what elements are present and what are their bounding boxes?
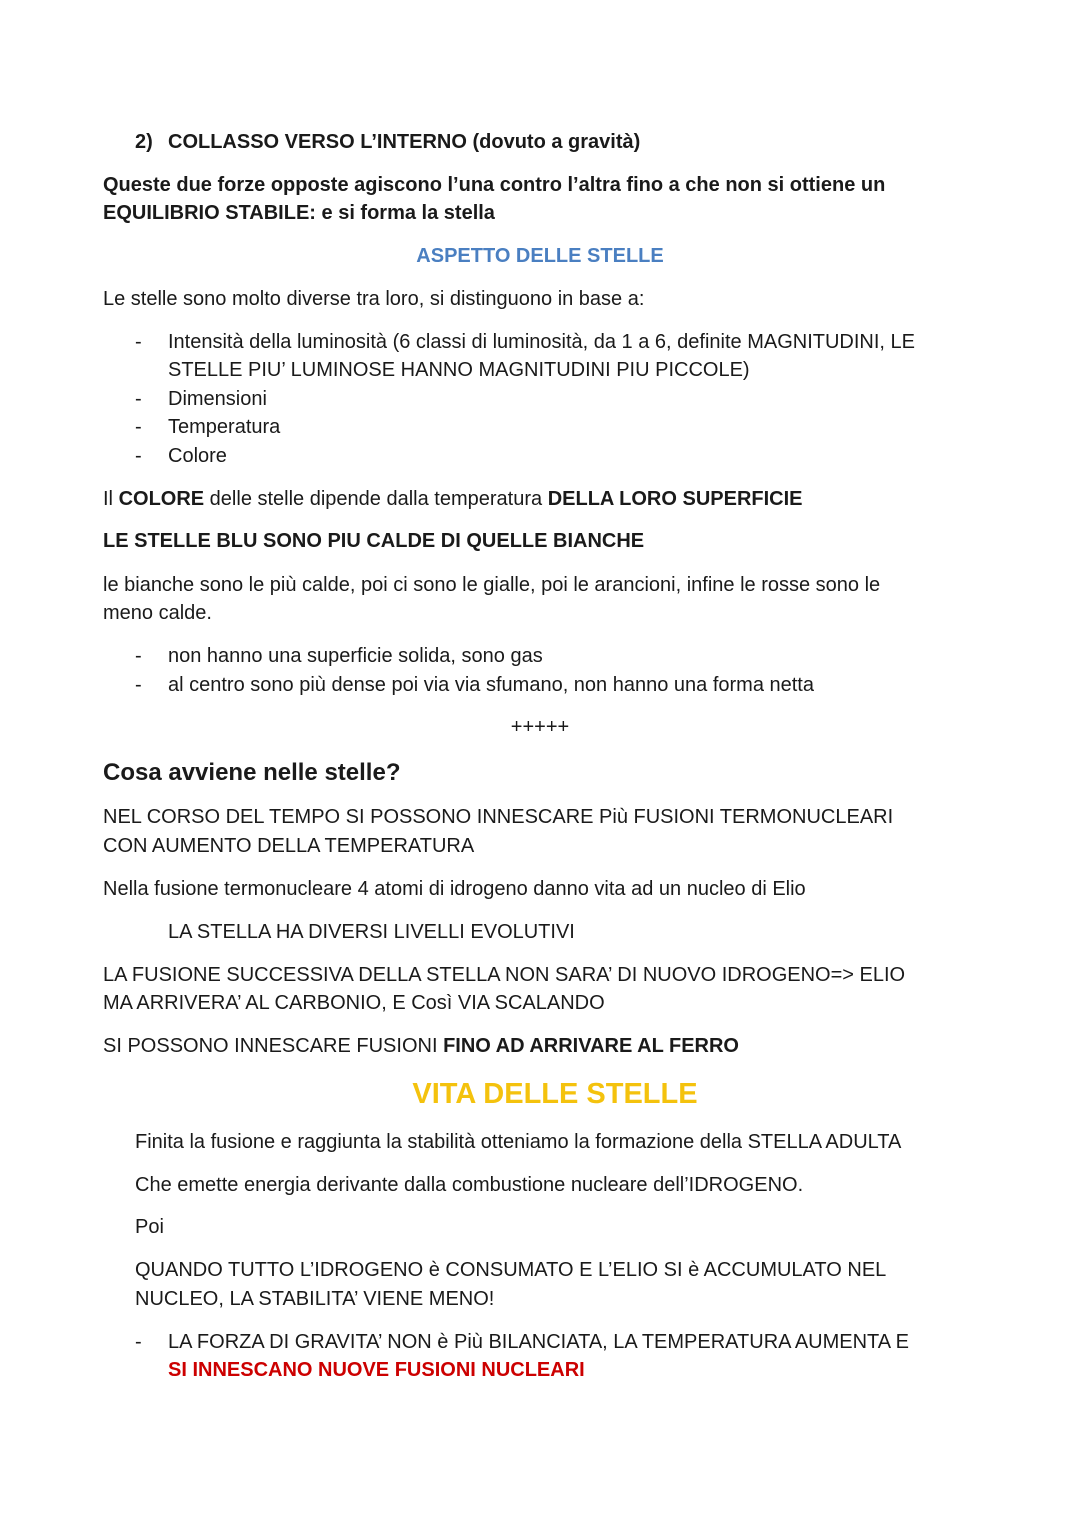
bullet-temperatura: Temperatura (168, 416, 281, 438)
avviene-heading: Cosa avviene nelle stelle? (103, 759, 401, 786)
avviene-p3: LA STELLA HA DIVERSI LIVELLI EVOLUTIVI (168, 921, 575, 943)
colore-text-c: delle stelle dipende dalla temperatura (204, 488, 548, 510)
bullet-colore: Colore (168, 445, 227, 467)
vita-p4-line-1: QUANDO TUTTO L’IDROGENO è CONSUMATO E L’ELIO SI è ACCUMULATO NEL (135, 1259, 887, 1281)
collasso-title: COLLASSO VERSO L’INTERNO (dovuto a gravità) (168, 131, 641, 153)
aspetto-intro: Le stelle sono molto diverse tra loro, si distinguono in base a: (103, 288, 645, 310)
bianche-line-1: le bianche sono le più calde, poi ci sono le gialle, poi le arancioni, infine le rosse sono le (103, 574, 881, 596)
avviene-p4-line-1: LA FUSIONE SUCCESSIVA DELLA STELLA NON SARA’ DI NUOVO IDROGENO=> ELIO (103, 964, 906, 986)
forze-line-1: Queste due forze opposte agiscono l’una contro l’altra fino a che non si ottiene un (103, 174, 886, 196)
stelle-blu-line: LE STELLE BLU SONO PIU CALDE DI QUELLE BIANCHE (103, 530, 645, 552)
vita-p1: Finita la fusione e raggiunta la stabilità otteniamo la formazione della STELLA ADULTA (135, 1131, 902, 1153)
bullet-dash: - (135, 388, 142, 410)
vita-heading: VITA DELLE STELLE (412, 1078, 698, 1110)
colore-paragraph (103, 485, 803, 514)
bullet-dash: - (135, 416, 142, 438)
forze-line-2: EQUILIBRIO STABILE: e si forma la stella (103, 202, 495, 224)
avviene-p4-line-2: MA ARRIVERA’ AL CARBONIO, E Così VIA SCALANDO (103, 992, 605, 1014)
bullet-dash: - (135, 331, 142, 353)
avviene-p1-line-1: NEL CORSO DEL TEMPO SI POSSONO INNESCARE Più FUSIONI TERMONUCLEARI (103, 806, 894, 828)
bullet-luminosita-line-1: Intensità della luminosità (6 classi di luminosità, da 1 a 6, definite MAGNITUDINI, LE (168, 331, 915, 353)
aspetto-heading: ASPETTO DELLE STELLE (416, 245, 664, 267)
colore-text-b: COLORE (118, 488, 205, 510)
avviene-p5 (103, 1032, 739, 1061)
bianche-line-2: meno calde. (103, 602, 212, 624)
bullet-dash: - (135, 445, 142, 467)
avviene-p5-text-b: FINO AD ARRIVARE AL FERRO (443, 1035, 739, 1057)
avviene-p1-line-2: CON AUMENTO DELLA TEMPERATURA (103, 835, 475, 857)
colore-text-d: DELLA LORO SUPERFICIE (547, 488, 803, 510)
bullet-dash: - (135, 1331, 142, 1353)
separator: +++++ (510, 716, 570, 738)
bullet-dash: - (135, 674, 142, 696)
vita-bullet-line-2: SI INNESCANO NUOVE FUSIONI NUCLEARI (168, 1359, 585, 1381)
bullet-luminosita-line-2: STELLE PIU’ LUMINOSE HANNO MAGNITUDINI PIU PICCOLE) (168, 359, 750, 381)
colore-text-a: Il (103, 488, 119, 510)
bullet-dash: - (135, 645, 142, 667)
avviene-p5-text-a: SI POSSONO INNESCARE FUSIONI (103, 1035, 444, 1057)
vita-p2: Che emette energia derivante dalla combustione nucleare dell’IDROGENO. (135, 1174, 804, 1196)
avviene-p2: Nella fusione termonucleare 4 atomi di idrogeno danno vita ad un nucleo di Elio (103, 878, 806, 900)
vita-p3: Poi (135, 1216, 164, 1238)
bullet-superficie: non hanno una superficie solida, sono gas (168, 645, 543, 667)
vita-bullet-line-1: LA FORZA DI GRAVITA’ NON è Più BILANCIATA, LA TEMPERATURA AUMENTA E (168, 1331, 909, 1353)
vita-p4-line-2: NUCLEO, LA STABILITA’ VIENE MENO! (135, 1288, 495, 1310)
bullet-dimensioni: Dimensioni (168, 388, 267, 410)
bullet-centro: al centro sono più dense poi via via sfumano, non hanno una forma netta (168, 674, 814, 696)
collasso-number: 2) (135, 131, 153, 153)
